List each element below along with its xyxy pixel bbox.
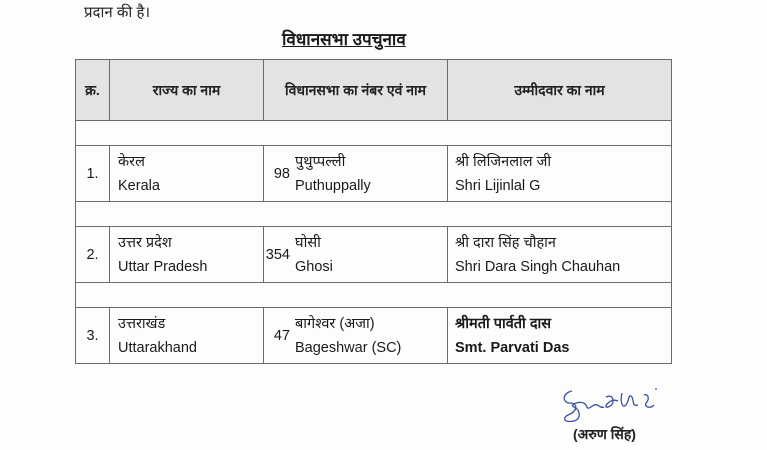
state-hindi: केरल (118, 153, 145, 170)
page-title: विधानसभा उपचुनाव (282, 30, 406, 49)
state-english: Kerala (118, 177, 160, 194)
table-row (76, 146, 672, 202)
candidate-hindi: श्री लिजिनलाल जी (455, 153, 552, 170)
state-english: Uttarakhand (118, 339, 197, 356)
state-english: Uttar Pradesh (118, 258, 208, 275)
table-header-row (76, 60, 672, 121)
state-cell (110, 227, 264, 283)
candidate-english: Shri Dara Singh Chauhan (455, 258, 621, 275)
header-serial: क्र. (76, 60, 110, 121)
candidate-hindi: श्री दारा सिंह चौहान (455, 234, 556, 251)
table-row (76, 308, 672, 364)
constituency-english: Puthuppally (295, 177, 371, 194)
header-candidate: उम्मीदवार का नाम (448, 60, 672, 121)
constituency-english: Ghosi (295, 258, 333, 275)
serial-cell: 2. (76, 227, 110, 283)
header-state: राज्य का नाम (110, 60, 264, 121)
signature-image (560, 385, 670, 425)
serial-cell: 3. (76, 308, 110, 364)
candidate-english: Shri Lijinlal G (455, 177, 541, 194)
constituency-english: Bageshwar (SC) (295, 339, 402, 356)
constituency-hindi: पुथुप्पल्ली (295, 153, 346, 170)
header-constituency: विधानसभा का नंबर एवं नाम (264, 60, 448, 121)
constituency-hindi: बागेश्वर (अजा) (295, 315, 375, 332)
constituency-number: 47 (264, 308, 294, 364)
constituency-hindi: घोसी (295, 234, 321, 251)
serial-cell: 1. (76, 146, 110, 202)
state-hindi: उत्तराखंड (118, 315, 166, 332)
spacer-row (76, 283, 672, 308)
spacer-row (76, 202, 672, 227)
constituency-name-cell (293, 227, 448, 283)
signatory-name: (अरुण सिंह) (573, 426, 636, 442)
candidate-cell (448, 227, 672, 283)
constituency-name-cell (293, 146, 448, 202)
constituency-number: 98 (264, 146, 294, 202)
state-cell (110, 308, 264, 364)
constituency-number: 354 (264, 227, 294, 283)
state-hindi: उत्तर प्रदेश (118, 234, 172, 251)
constituency-name-cell (293, 308, 448, 364)
intro-text: प्रदान की है। (84, 4, 151, 21)
candidate-cell (448, 146, 672, 202)
state-cell (110, 146, 264, 202)
bypoll-candidates-table (75, 59, 672, 364)
spacer-row (76, 121, 672, 146)
candidate-english: Smt. Parvati Das (455, 339, 570, 356)
candidate-cell (448, 308, 672, 364)
table-row (76, 227, 672, 283)
candidate-hindi: श्रीमती पार्वती दास (455, 315, 552, 332)
